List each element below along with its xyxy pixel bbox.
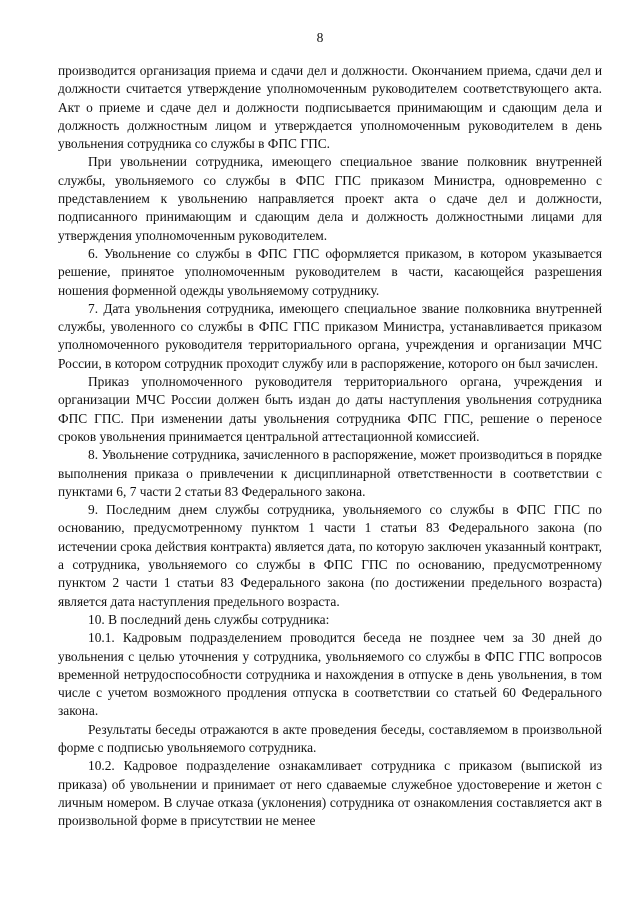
paragraph-item-9: 9. Последним днем службы сотрудника, увольняемого со службы в ФПС ГПС по основанию, предусмотренному пунктом 1 части 1 статьи 83 Федерального закона (по истечении срока действия контракта) является дата, по которую заключен указанный контракт, а сотрудника, увольняемого со службы в ФПС ГПС по основанию, предусмотренному пунктом 2 части 1 статьи 83 Федерального закона (по достижении предельного возраста) является дата наступления предельного возраста. [58,502,602,609]
paragraph-order-timing: Приказ уполномоченного руководителя территориального органа, учреждения и организации МЧС России должен быть издан до даты наступления увольнения сотрудника ФПС ГПС. При изменении даты увольнения сотрудника ФПС ГПС, решение о переносе сроков увольнения принимается центральной аттестационной комиссией. [58,374,602,444]
document-body [58,62,602,830]
paragraph-item-10: 10. В последний день службы сотрудника: [88,611,330,627]
paragraph-item-10-1: 10.1. Кадровым подразделением проводится беседа не позднее чем за 30 дней до увольнения с целью уточнения у сотрудника, увольняемого со службы в ФПС ГПС вопросов временной нетрудоспособности сотрудника и нахождения в отпуске в день увольнения, в том числе с учетом возможного продления отпуска в соответствии со статьей 60 Федерального закона. [58,630,602,719]
paragraph-item-8: 8. Увольнение сотрудника, зачисленного в распоряжение, может производиться в порядке выполнения приказа о привлечении к дисциплинарной ответственности в соответствии с пунктами 6, 7 части 2 статьи 83 Федерального закона. [58,447,602,499]
paragraph-colonel-dismissal-act: При увольнении сотрудника, имеющего специальное звание полковник внутренней службы, увольняемого со службы в ФПС ГПС приказом Министра, одновременно с представлением к увольнению направляется проект акта о сдаче дел и должности, подписанного принимающим и сдающим дела и должность должностными лицами для утверждения уполномоченным руководителем. [58,154,602,243]
page-number: 8 [316,30,324,45]
paragraph-item-7: 7. Дата увольнения сотрудника, имеющего специальное звание полковника внутренней службы, уволенного со службы в ФПС ГПС приказом Министра, устанавливается приказом уполномоченного руководителя территориального органа, учреждения и организации МЧС России, в котором сотрудник проходит службу или в распоряжение, которого он был зачислен. [58,300,602,371]
paragraph-continuation: производится организация приема и сдачи дел и должности. Окончанием приема, сдачи дел и должности считается утверждение уполномоченным руководителем соответствующего акта. Акт о приеме и сдаче дел и должности подписывается принимающим и сдающим дела и должность должностным лицом и утверждается уполномоченным руководителем в день увольнения сотрудника со службы в ФПС ГПС. [58,63,602,152]
paragraph-item-10-2: 10.2. Кадровое подразделение ознакамливает сотрудника с приказом (выпиской из приказа) об увольнении и принимает от него сдаваемые служебное удостоверение и жетон с личным номером. В случае отказа (уклонения) сотрудника от ознакомления составляется акт в произвольной форме в присутствии не менее [58,758,602,829]
paragraph-conversation-results: Результаты беседы отражаются в акте проведения беседы, составляемом в произвольной форме с подписью увольняемого сотрудника. [58,721,602,755]
paragraph-item-6: 6. Увольнение со службы в ФПС ГПС оформляется приказом, в котором указывается решение, принятое уполномоченным руководителем в части, касающейся разрешения ношения форменной одежды увольняемому сотруднику. [58,245,602,298]
